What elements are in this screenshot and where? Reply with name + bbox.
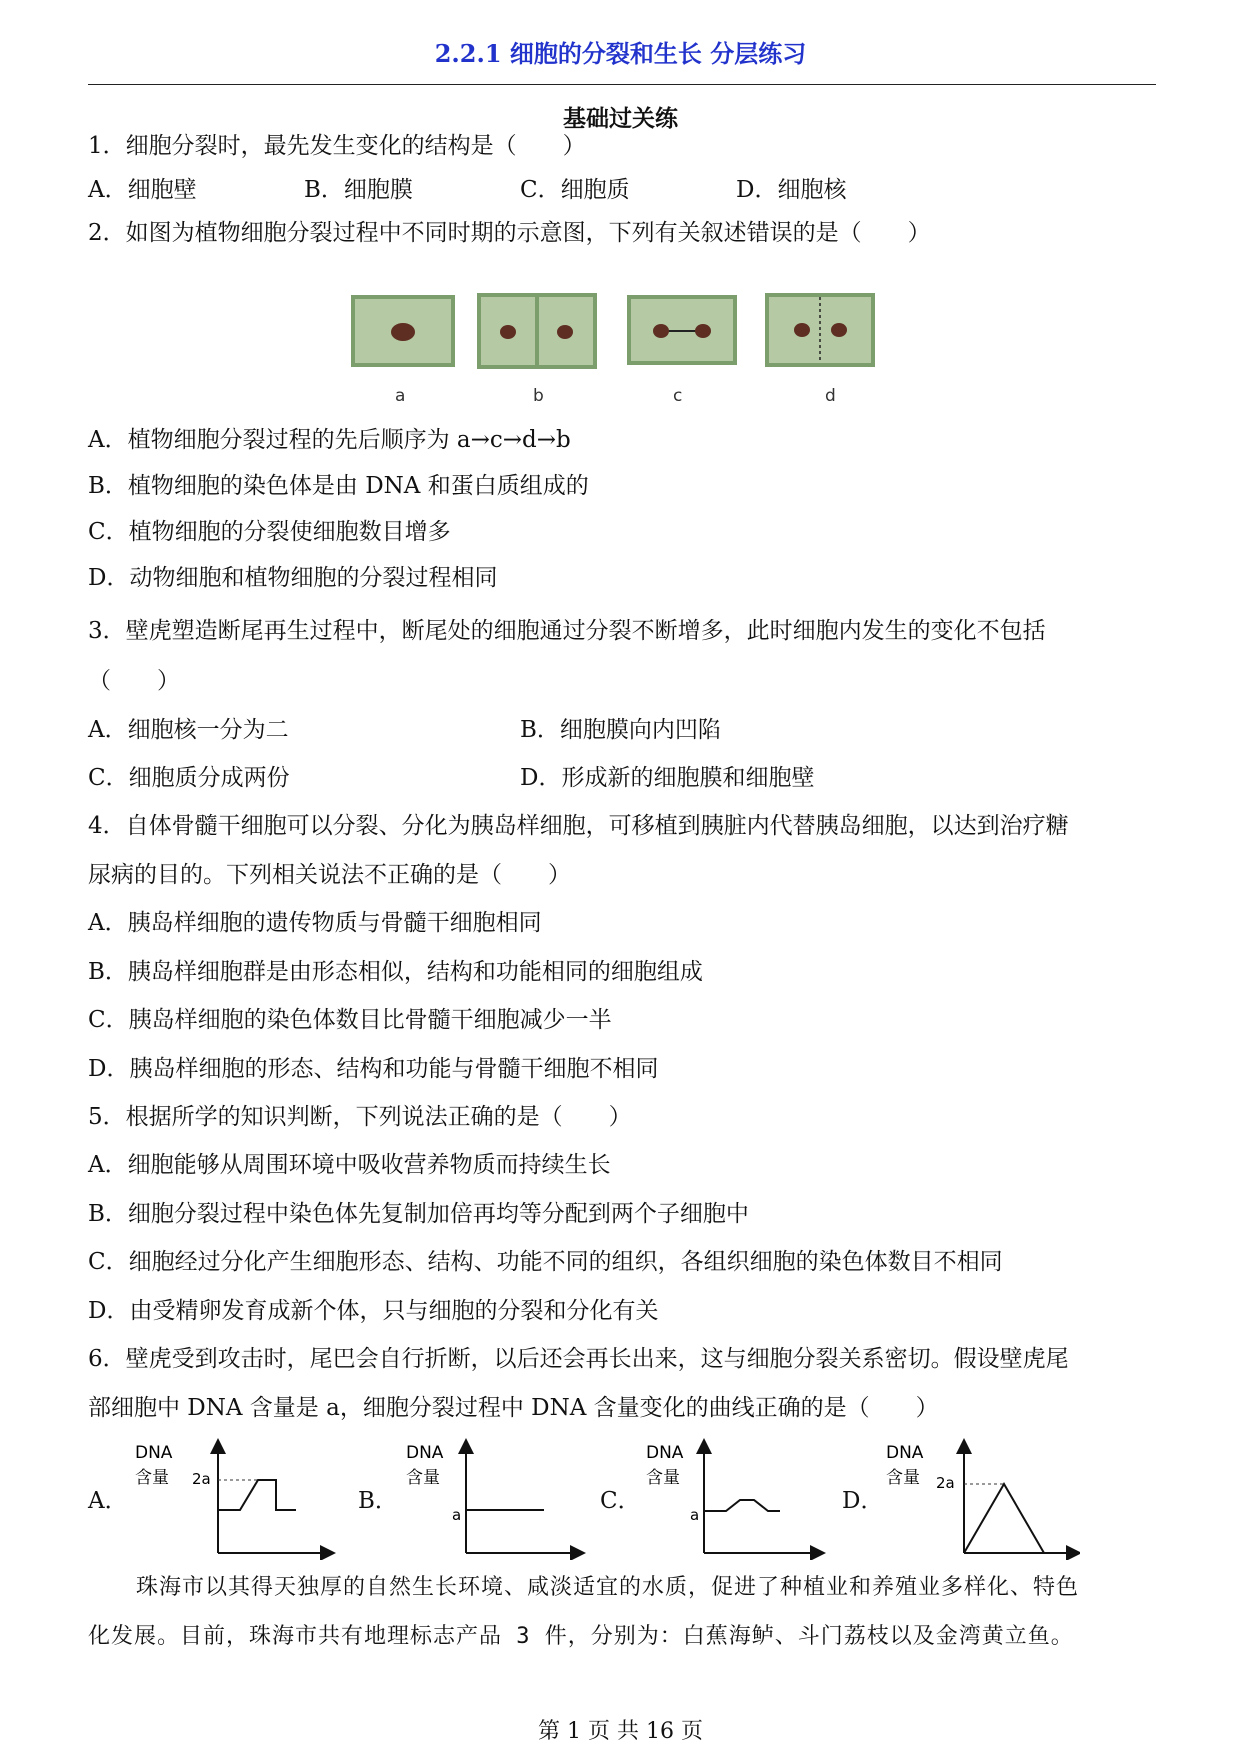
graph-c-tick-a: a [690, 1506, 700, 1524]
q4-option-c: C．胰岛样细胞的染色体数目比骨髓干细胞减少一半 [88, 1007, 612, 1033]
q3-option-b: B．细胞膜向内凹陷 [520, 717, 721, 743]
q3-option-a: A．细胞核一分为二 [88, 717, 289, 743]
q3-option-d: D．形成新的细胞膜和细胞壁 [520, 765, 815, 791]
graph-b-ylabel-dna: DNA [406, 1443, 444, 1463]
q3-stem-line1: 3．壁虎塑造断尾再生过程中，断尾处的细胞通过分裂不断增多，此时细胞内发生的变化不包括 [88, 618, 1046, 644]
graph-c-letter: C． [600, 1488, 641, 1514]
graph-b-ylabel-content: 含量 [406, 1468, 440, 1488]
graph-d-ylabel-content: 含量 [886, 1468, 920, 1488]
graph-d-curve [964, 1484, 1044, 1553]
q5-option-d: D．由受精卵发育成新个体，只与细胞的分裂和分化有关 [88, 1298, 659, 1324]
document-title: 2.2.1 细胞的分裂和生长 分层练习 [434, 39, 807, 68]
cell-label-d: d [825, 386, 836, 406]
q1-option-b: B．细胞膜 [304, 177, 413, 203]
q1-option-c: C．细胞质 [520, 177, 630, 203]
q5-option-a: A．细胞能够从周围环境中吸收营养物质而持续生长 [88, 1152, 611, 1178]
page-footer: 第 1 页 共 16 页 [538, 1719, 703, 1744]
cell-label-b: b [533, 386, 544, 406]
q2-option-c: C．植物细胞的分裂使细胞数目增多 [88, 519, 451, 545]
graph-d-tick-2a: 2a [936, 1474, 955, 1492]
header-rule [88, 84, 1156, 85]
q5-stem: 5．根据所学的知识判断，下列说法正确的是（ ） [88, 1104, 632, 1130]
graph-a [130, 1438, 340, 1560]
q1-option-d: D．细胞核 [736, 177, 847, 203]
q4-option-a: A．胰岛样细胞的遗传物质与骨髓干细胞相同 [88, 910, 542, 936]
cell-label-c: c [673, 386, 683, 406]
q4-stem-line2: 尿病的目的。下列相关说法不正确的是（ ） [88, 862, 571, 888]
q2-option-a: A．植物细胞分裂过程的先后顺序为 a→c→d→b [88, 427, 571, 453]
q3-stem-line2: （ ） [88, 668, 180, 694]
graph-a-ylabel-content: 含量 [135, 1468, 169, 1488]
q4-stem-line1: 4．自体骨髓干细胞可以分裂、分化为胰岛样细胞，可移植到胰脏内代替胰岛细胞，以达到治疗糖 [88, 813, 1069, 839]
graph-d-ylabel-dna: DNA [886, 1443, 924, 1463]
graph-c-ylabel-content: 含量 [646, 1468, 680, 1488]
graph-c [640, 1438, 840, 1560]
graph-b-tick-a: a [452, 1506, 462, 1524]
section-title: 基础过关练 [563, 105, 678, 132]
graph-a-curve [218, 1480, 296, 1510]
graph-c-ylabel-dna: DNA [646, 1443, 684, 1463]
cell-label-a: a [395, 386, 406, 406]
cell-b [479, 295, 595, 367]
q2-option-b: B．植物细胞的染色体是由 DNA 和蛋白质组成的 [88, 473, 589, 499]
q4-option-b: B．胰岛样细胞群是由形态相似，结构和功能相同的细胞组成 [88, 959, 703, 985]
q3-option-c: C．细胞质分成两份 [88, 765, 290, 791]
cell-d [767, 295, 873, 365]
q2-stem: 2．如图为植物细胞分裂过程中不同时期的示意图，下列有关叙述错误的是（ ） [88, 220, 931, 246]
q4-option-d: D．胰岛样细胞的形态、结构和功能与骨髓干细胞不相同 [88, 1056, 659, 1082]
graph-d [880, 1438, 1080, 1560]
q2-option-d: D．动物细胞和植物细胞的分裂过程相同 [88, 565, 498, 591]
graph-b-letter: B． [358, 1488, 398, 1514]
cell-a [353, 297, 453, 365]
graph-d-letter: D． [842, 1488, 884, 1514]
q5-option-c: C．细胞经过分化产生细胞形态、结构、功能不同的组织，各组织细胞的染色体数目不相同 [88, 1249, 1003, 1275]
graph-a-ylabel-dna: DNA [135, 1443, 173, 1463]
q1-stem: 1．细胞分裂时，最先发生变化的结构是（ ） [88, 133, 586, 159]
passage-line1: 珠海市以其得天独厚的自然生长环境、咸淡适宜的水质，促进了种植业和养殖业多样化、特色 [136, 1575, 1080, 1600]
graph-b [398, 1438, 598, 1560]
passage-line2: 化发展。目前，珠海市共有地理标志产品 3 件，分别为：白蕉海鲈、斗门荔枝以及金湾黄立鱼。 [88, 1624, 1074, 1649]
cell-division-figure [345, 285, 905, 410]
q6-stem-line1: 6．壁虎受到攻击时，尾巴会自行折断，以后还会再长出来，这与细胞分裂关系密切。假设壁虎尾 [88, 1346, 1069, 1372]
graph-c-curve [704, 1500, 780, 1511]
q5-option-b: B．细胞分裂过程中染色体先复制加倍再均等分配到两个子细胞中 [88, 1201, 749, 1227]
graph-a-letter: A． [88, 1488, 128, 1514]
graph-a-tick-2a: 2a [192, 1470, 211, 1488]
cell-c [629, 297, 735, 363]
q1-option-a: A．细胞壁 [88, 177, 197, 203]
q6-stem-line2: 部细胞中 DNA 含量是 a，细胞分裂过程中 DNA 含量变化的曲线正确的是（ ） [88, 1395, 939, 1421]
